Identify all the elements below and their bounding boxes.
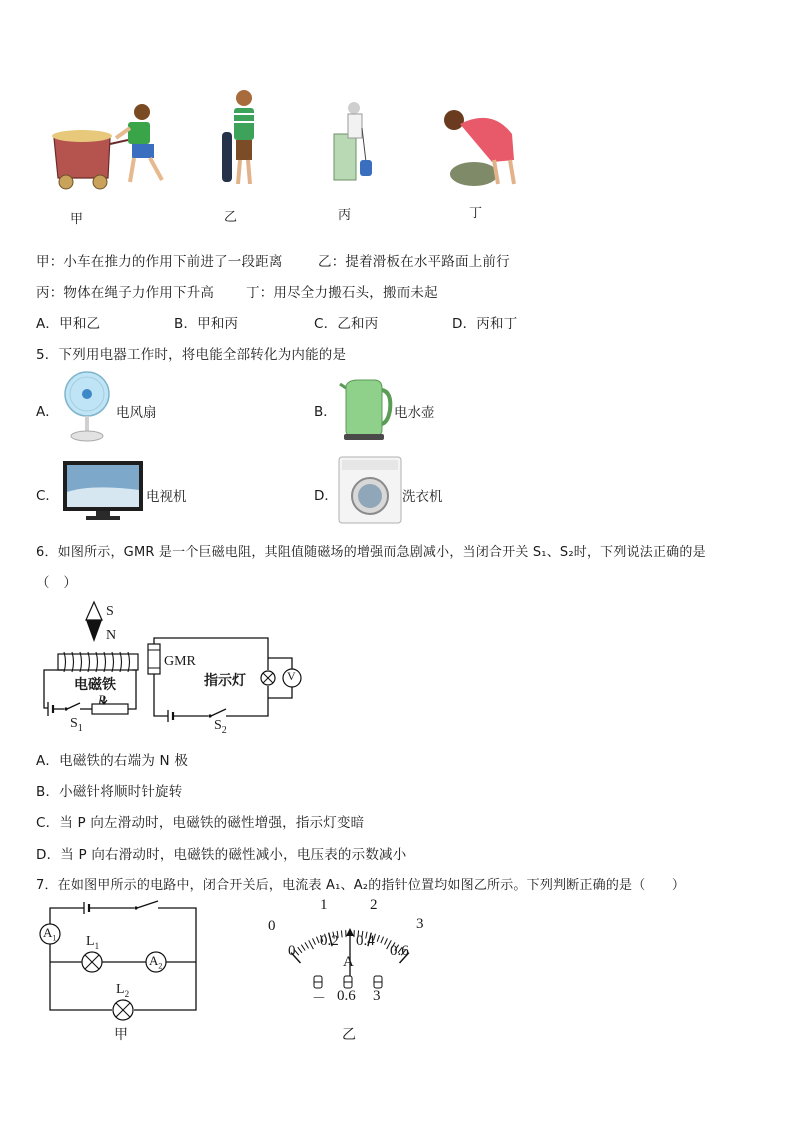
figure-caption-ding: 丁 xyxy=(469,206,483,221)
switch-s1-label xyxy=(70,716,83,734)
q7-stem: 7．在如图甲所示的电路中，闭合开关后，电流表 A₁、A₂的指针位置均如图乙所示。下列判断正确的是（ ） xyxy=(36,878,686,893)
figure-jia-push-cart xyxy=(50,100,180,192)
q6-option-d[interactable]: D．当 P 向右滑动时，电磁铁的磁性减小，电压表的示数减小 xyxy=(36,847,407,863)
lamp-l2-sub: 2 xyxy=(124,988,130,999)
q4-option-d[interactable]: D．丙和丁 xyxy=(452,316,518,332)
q6-option-c[interactable]: C．当 P 向左滑动时，电磁铁的磁性增强，指示灯变暗 xyxy=(36,815,365,831)
q6-option-a[interactable]: A．电磁铁的右端为 N 极 xyxy=(36,753,189,769)
q7-ammeter-dial-yi xyxy=(262,896,438,1046)
ammeter-a1-letter: A xyxy=(43,925,53,940)
gmr-label: GMR xyxy=(164,654,196,669)
dial-upper-tick-1: 1 xyxy=(320,897,328,913)
ammeter-a2-label xyxy=(149,953,162,971)
needle-n-label: N xyxy=(106,628,117,643)
figure-bing-rope-lift xyxy=(332,100,378,182)
q5-option-b-label: 电水壶 xyxy=(394,405,435,421)
q5-option-c-letter[interactable]: C． xyxy=(36,488,59,504)
terminal-3: 3 xyxy=(373,988,381,1004)
q5-option-d-label: 洗衣机 xyxy=(402,489,443,505)
dial-upper-tick-0: 0 xyxy=(268,918,276,934)
dial-upper-tick-3: 3 xyxy=(416,916,424,932)
switch-s2-letter: S xyxy=(214,718,222,733)
lamp-l1-sub: 1 xyxy=(94,940,100,951)
slider-p-label: P xyxy=(98,692,106,707)
dial-tick-mark xyxy=(305,942,309,948)
dial-lower-tick-2: 0.4 xyxy=(356,933,375,949)
dial-caption-yi: 乙 xyxy=(342,1027,356,1043)
switch-s2-sub: 2 xyxy=(221,724,227,736)
dial-tick-mark xyxy=(313,938,316,944)
terminal-0-6: 0.6 xyxy=(337,988,356,1004)
dial-lower-tick-3: 0.6 xyxy=(390,943,409,959)
q6-circuit-diagram xyxy=(36,598,308,738)
q4-option-a[interactable]: A．甲和乙 xyxy=(36,316,101,332)
dial-tick-mark xyxy=(341,930,342,937)
q5-option-d-letter[interactable]: D． xyxy=(314,488,338,504)
q4-desc-jia: 甲：小车在推力的作用下前进了一段距离 xyxy=(36,254,283,270)
q5-option-c-label: 电视机 xyxy=(146,489,187,505)
dial-tick-mark xyxy=(301,945,305,951)
lamp-l1-label xyxy=(86,934,99,951)
ammeter-a2-sub: 2 xyxy=(158,961,163,971)
q4-option-c[interactable]: C．乙和丙 xyxy=(314,316,379,332)
figure-ding-lift-stone xyxy=(432,104,524,190)
ammeter-a2-letter: A xyxy=(149,953,159,968)
figure-caption-bing: 丙 xyxy=(338,208,352,223)
q4-option-b[interactable]: B．甲和丙 xyxy=(174,316,239,332)
figure-yi-skateboard xyxy=(218,88,268,190)
lamp-l2-letter: L xyxy=(116,982,125,997)
switch-s1-letter: S xyxy=(70,716,78,731)
switch-s1-sub: 1 xyxy=(77,722,83,734)
figure-caption-yi: 乙 xyxy=(224,210,238,225)
dial-tick-mark xyxy=(298,947,302,953)
switch-s2-label xyxy=(214,718,227,736)
ammeter-a1-label xyxy=(43,925,56,943)
fan-icon xyxy=(62,370,112,444)
dial-tick-mark xyxy=(384,938,387,944)
q4-desc-yi: 乙：提着滑板在水平路面上前行 xyxy=(318,254,510,270)
dial-lower-tick-1: 0.2 xyxy=(320,933,339,949)
lamp-l1-letter: L xyxy=(86,934,95,949)
q6-option-b[interactable]: B．小磁针将顺时针旋转 xyxy=(36,784,183,800)
washing-machine-icon xyxy=(338,456,402,524)
q5-stem: 5．下列用电器工作时，将电能全部转化为内能的是 xyxy=(36,347,347,363)
dial-unit-label: A xyxy=(343,954,354,970)
tv-icon xyxy=(62,460,144,522)
ammeter-a1-sub: 1 xyxy=(52,933,57,943)
terminal-negative: － xyxy=(312,992,326,1007)
figure-caption-jia: 甲 xyxy=(70,212,84,227)
dial-tick-mark xyxy=(309,940,314,949)
needle-s-label: S xyxy=(106,604,114,619)
q6-stem-blank: （ ） xyxy=(36,575,78,591)
q6-stem: 6．如图所示，GMR 是一个巨磁电阻，其阻值随磁场的增强而急剧减小，当闭合开关 S₁、S₂时，下列说法正确的是 xyxy=(36,545,706,560)
circuit-caption-jia: 甲 xyxy=(114,1027,128,1043)
dial-tick-mark xyxy=(381,937,384,943)
q4-desc-bing: 丙：物体在绳子力作用下升高 xyxy=(36,285,215,301)
q5-option-a-letter[interactable]: A． xyxy=(36,404,59,420)
q4-desc-ding: 丁：用尽全力搬石头，搬而未起 xyxy=(246,285,438,301)
dial-lower-tick-0: 0 xyxy=(288,943,296,959)
q5-option-a-label: 电风扇 xyxy=(116,405,157,421)
voltmeter-label: V xyxy=(287,669,296,683)
dial-tick-mark xyxy=(316,937,319,943)
dial-upper-tick-2: 2 xyxy=(370,897,378,913)
indicator-lamp-label: 指示灯 xyxy=(204,673,246,689)
electromagnet-label: 电磁铁 xyxy=(74,677,116,693)
q7-circuit-jia xyxy=(34,900,210,1046)
kettle-icon xyxy=(338,372,394,442)
q5-option-b-letter[interactable]: B． xyxy=(314,404,337,420)
lamp-l2-label xyxy=(116,982,129,999)
dial-tick-mark xyxy=(377,935,379,942)
